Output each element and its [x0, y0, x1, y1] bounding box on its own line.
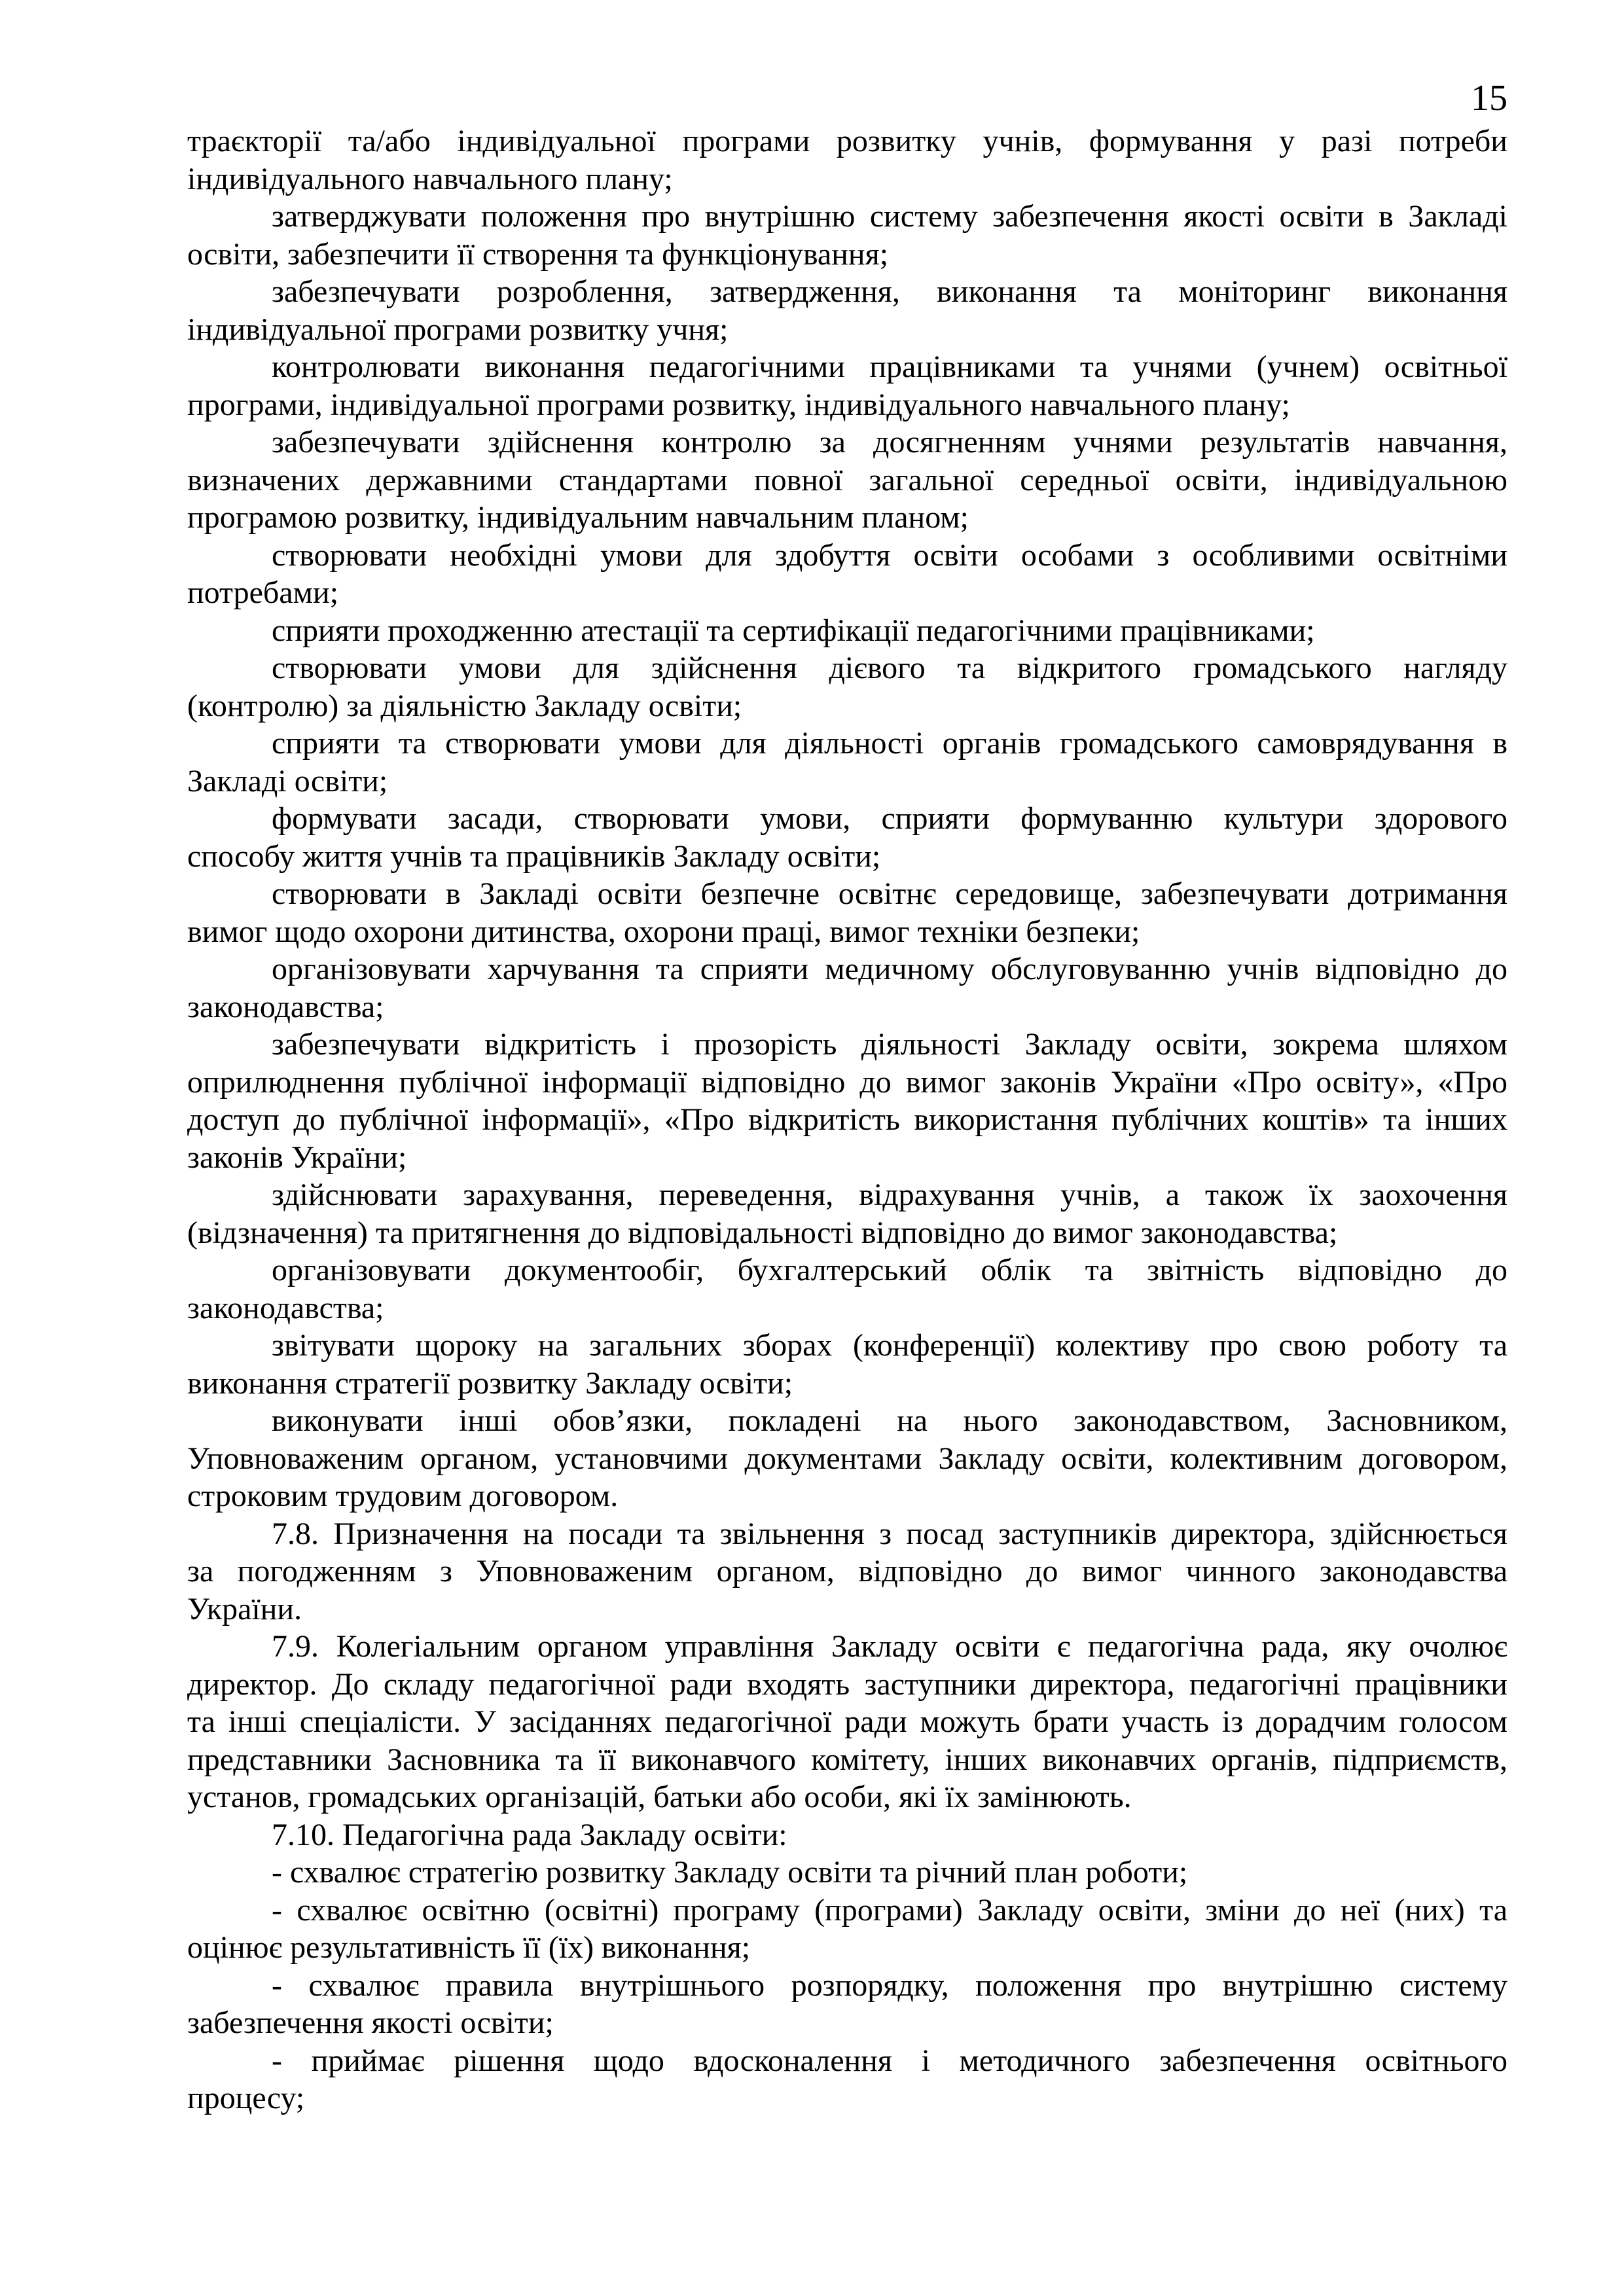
- text-line: (контролю) за діяльністю Закладу освіти;: [187, 688, 742, 723]
- text-line: Уповноваженим органом, установчими документами Закладу освіти, колективним договором,: [187, 1441, 1507, 1476]
- text-line: забезпечувати відкритість і прозорість діяльності Закладу освіти, зокрема шляхом: [272, 1027, 1507, 1062]
- text-line: виконувати інші обов’язки, покладені на нього законодавством, Засновником,: [272, 1403, 1507, 1438]
- document-body: [187, 122, 1507, 2117]
- text-line: законодавства;: [187, 1290, 384, 1325]
- text-line: та інші спеціалісти. У засіданнях педагогічної ради можуть брати участь із дорадчим голосом: [187, 1704, 1507, 1739]
- text-line: 7.8. Призначення на посади та звільнення з посад заступників директора, здійснюється: [272, 1516, 1507, 1551]
- text-line: забезпечення якості освіти;: [187, 2005, 554, 2040]
- text-line: за погодженням з Уповноваженим органом, відповідно до вимог чинного законодавства: [187, 1554, 1507, 1588]
- text-line: оцінює результативність її (їх) виконання;: [187, 1930, 751, 1965]
- text-line: індивідуального навчального плану;: [187, 161, 673, 196]
- text-line: 7.9. Колегіальним органом управління Закладу освіти є педагогічна рада, яку очолює: [272, 1629, 1507, 1664]
- text-line: програми, індивідуальної програми розвитку, індивідуального навчального плану;: [187, 387, 1290, 422]
- text-line: виконання стратегії розвитку Закладу освіти;: [187, 1365, 793, 1401]
- text-line: організовувати документообіг, бухгалтерський облік та звітність відповідно до: [272, 1253, 1507, 1287]
- text-line: директор. До складу педагогічної ради входять заступники директора, педагогічні працівники: [187, 1666, 1507, 1702]
- text-line: створювати в Закладі освіти безпечне освітнє середовище, забезпечувати дотримання: [272, 876, 1507, 911]
- text-line: - схвалює стратегію розвитку Закладу освіти та річний план роботи;: [272, 1855, 1188, 1890]
- text-line: вимог щодо охорони дитинства, охорони праці, вимог техніки безпеки;: [187, 914, 1140, 949]
- text-line: способу життя учнів та працівників Закладу освіти;: [187, 838, 881, 874]
- text-line: забезпечувати розроблення, затвердження, виконання та моніторинг виконання: [272, 274, 1507, 309]
- text-line: представники Засновника та її виконавчого комітету, інших виконавчих органів, підприємств,: [187, 1742, 1507, 1777]
- text-line: звітувати щороку на загальних зборах (конференції) колективу про свою роботу та: [272, 1328, 1507, 1363]
- text-line: потребами;: [187, 575, 339, 610]
- text-line: оприлюднення публічної інформації відповідно до вимог законів України «Про освіту», «Про: [187, 1064, 1507, 1100]
- text-line: Закладі освіти;: [187, 763, 388, 798]
- text-line: сприяти та створювати умови для діяльності органів громадського самоврядування в: [272, 726, 1507, 761]
- text-line: - схвалює освітню (освітні) програму (програми) Закладу освіти, зміни до неї (них) та: [272, 1892, 1507, 1928]
- text-line: законів України;: [187, 1139, 407, 1175]
- text-line: контролювати виконання педагогічними працівниками та учнями (учнем) освітньої: [272, 350, 1507, 384]
- text-line: програмою розвитку, індивідуальним навчальним планом;: [187, 500, 969, 535]
- text-line: законодавства;: [187, 989, 384, 1024]
- text-line: визначених державними стандартами повної загальної середньої освіти, індивідуальною: [187, 462, 1507, 497]
- text-line: установ, громадських організацій, батьки або особи, які їх замінюють.: [187, 1780, 1132, 1814]
- text-line: - приймає рішення щодо вдосконалення і методичного забезпечення освітнього: [272, 2043, 1507, 2078]
- text-line: 7.10. Педагогічна рада Закладу освіти:: [272, 1817, 787, 1852]
- text-line: організовувати харчування та сприяти медичному обслуговуванню учнів відповідно до: [272, 952, 1507, 986]
- text-line: створювати необхідні умови для здобуття освіти особами з особливими освітніми: [272, 537, 1507, 573]
- text-line: процесу;: [187, 2081, 305, 2115]
- text-line: освіти, забезпечити її створення та функціонування;: [187, 236, 889, 272]
- text-line: доступ до публічної інформації», «Про відкритість використання публічних коштів» та інших: [187, 1102, 1507, 1137]
- text-line: - схвалює правила внутрішнього розпорядку, положення про внутрішню систему: [272, 1967, 1507, 2003]
- text-line: затверджувати положення про внутрішню систему забезпечення якості освіти в Закладі: [272, 199, 1507, 234]
- text-line: України.: [187, 1591, 302, 1626]
- text-line: формувати засади, створювати умови, сприяти формуванню культури здорового: [272, 801, 1507, 836]
- text-line: індивідуальної програми розвитку учня;: [187, 312, 729, 347]
- page-number: 15: [1471, 78, 1507, 118]
- text-line: (відзначення) та притягнення до відповідальності відповідно до вимог законодавства;: [187, 1215, 1338, 1250]
- text-line: здійснювати зарахування, переведення, відрахування учнів, а також їх заохочення: [272, 1177, 1507, 1212]
- text-line: забезпечувати здійснення контролю за досягненням учнями результатів навчання,: [272, 425, 1507, 459]
- text-line: траєкторії та/або індивідуальної програми розвитку учнів, формування у разі потреби: [187, 124, 1507, 158]
- text-line: строковим трудовим договором.: [187, 1479, 619, 1513]
- text-line: сприяти проходженню атестації та сертифікації педагогічними працівниками;: [272, 613, 1315, 648]
- text-line: створювати умови для здійснення дієвого та відкритого громадського нагляду: [272, 651, 1507, 685]
